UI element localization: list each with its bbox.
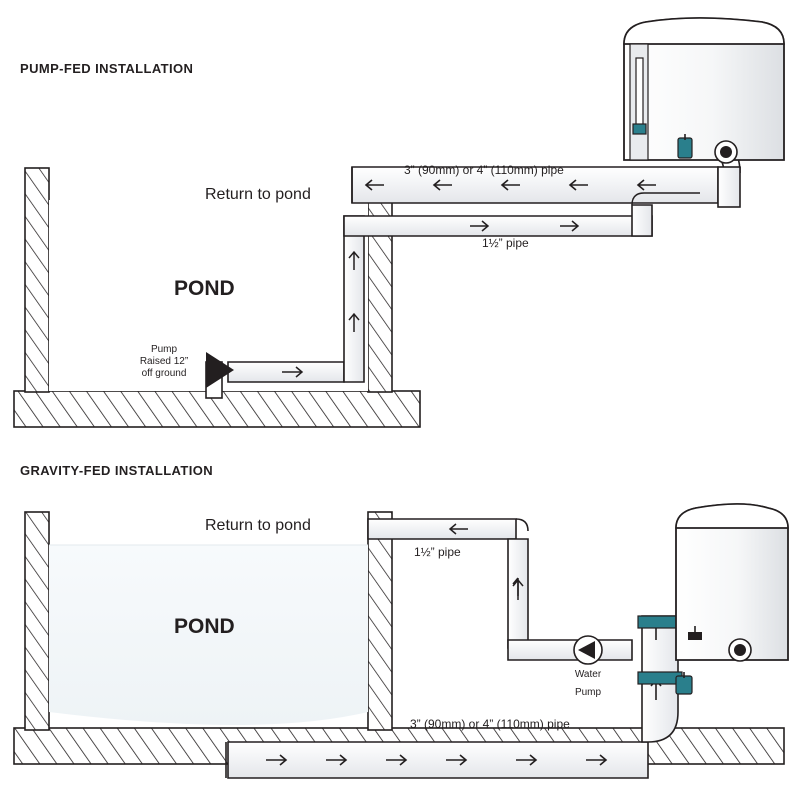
filter-box-gravity-fed — [676, 504, 788, 694]
label-large-pipe-gravity: 3” (90mm) or 4” (110mm) pipe — [410, 717, 570, 731]
label-return-to-pond-gravity: Return to pond — [205, 517, 311, 534]
filter-box-pump-fed — [624, 18, 784, 163]
pump-symbol-gravity-fed — [574, 636, 602, 664]
label-small-pipe-pump: 1½” pipe — [482, 236, 529, 250]
label-small-pipe-gravity: 1½” pipe — [414, 545, 461, 559]
pond-wall-right-gravity — [368, 512, 392, 730]
label-pond-gravity: POND — [174, 615, 235, 638]
label-pump-note-line1: Pump — [150, 344, 178, 355]
label-pump-note-line3: off ground — [141, 368, 187, 379]
label-pond-pump: POND — [174, 277, 235, 300]
label-large-pipe-pump: 3” (90mm) or 4” (110mm) pipe — [404, 163, 564, 177]
pond-wall-left-gravity — [25, 512, 49, 730]
section-title-pump-fed: PUMP-FED INSTALLATION — [20, 61, 194, 76]
label-water-pump-line1: Water — [574, 669, 602, 680]
label-pump-note-line2: Raised 12” — [139, 356, 189, 367]
pond-wall-left-pump — [25, 168, 49, 392]
gravity-fed-diagram — [14, 504, 788, 778]
section-title-gravity-fed: GRAVITY-FED INSTALLATION — [20, 463, 214, 478]
label-water-pump-line2: Pump — [574, 687, 602, 698]
label-return-to-pond-pump: Return to pond — [205, 186, 311, 203]
